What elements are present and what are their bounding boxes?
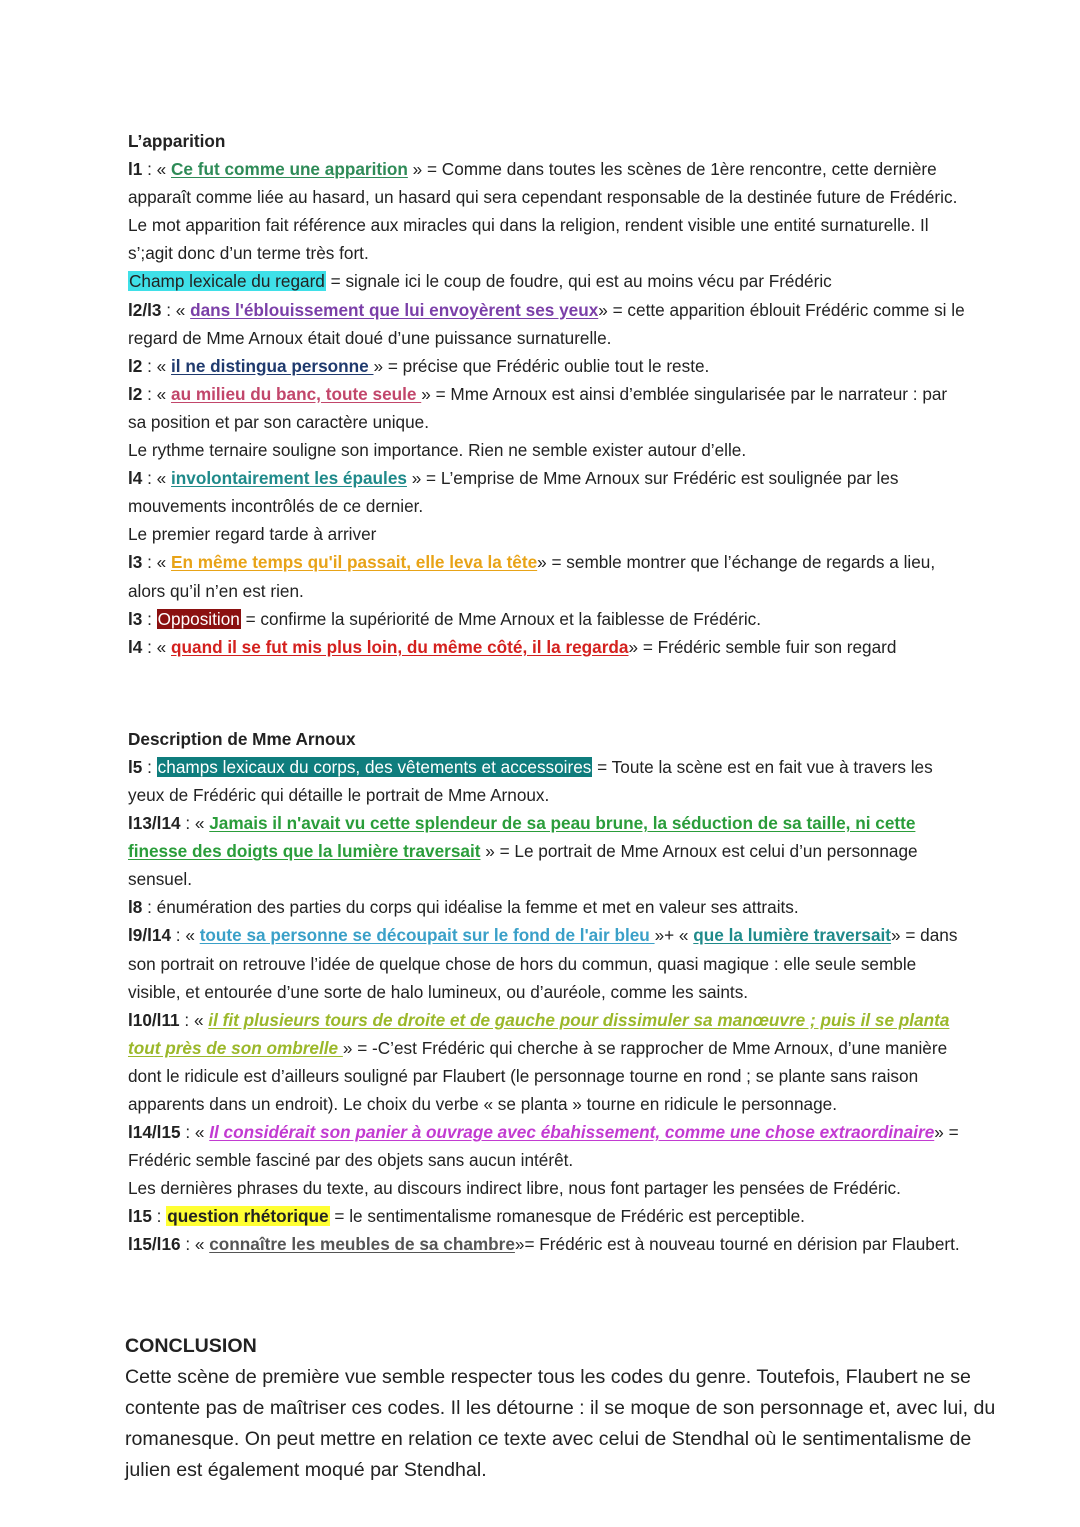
paragraph-l2-l3 — [128, 296, 968, 352]
quote: toute sa personne se découpait sur le fond de l'air bleu — [199, 925, 655, 946]
line-ref: l15/l16 — [128, 1234, 181, 1255]
quote: que la lumière traversait — [693, 925, 892, 946]
quote: connaître les meubles de sa chambre — [209, 1234, 515, 1255]
open-quote: : « — [142, 355, 172, 376]
quote: involontairement les épaules — [171, 468, 407, 489]
quote: Ce fut comme une apparition — [171, 159, 408, 180]
line-ref: l5 — [128, 756, 143, 777]
line-ref: l4 — [128, 636, 143, 657]
open-quote: : « — [180, 813, 210, 834]
highlighted-term: Champ lexicale du regard — [129, 271, 325, 292]
quote: quand il se fut mis plus loin, du même côté, il la regarda — [171, 636, 629, 657]
line-ref: l2 — [128, 383, 143, 404]
line-ref: l4 — [128, 468, 143, 489]
open-quote: : « — [142, 636, 172, 657]
paragraph-l4-a — [128, 464, 968, 520]
quote: dans l'éblouissement que lui envoyèrent ses yeux — [190, 299, 599, 320]
conclusion-text: Cette scène de première vue semble respecter tous les codes du genre. Toutefois, Flaubert ne se contente pas de maîtriser ces codes. Il les détourne : il se moque de son personnage et, avec lui, du romanesque. On peut mettre en relation ce texte avec celui de Stendhal où le sentimentalisme de julien est également moqué par Stendhal. — [125, 1366, 996, 1481]
paragraph-dernieres-phrases: Les dernières phrases du texte, au discours indirect libre, nous font partager les pensées de Frédéric. — [128, 1178, 901, 1199]
comment: » = semble montrer que l’échange de regards a lieu, alors qu’il n’en est rien. — [128, 552, 936, 601]
paragraph-l2-a — [128, 352, 968, 380]
comment: = confirme la supériorité de Mme Arnoux et la faiblesse de Frédéric. — [240, 608, 762, 629]
quote: il fit plusieurs tours de droite et de gauche pour dissimuler sa manœuvre ; puis il se planta tout près de son ombrelle — [128, 1009, 950, 1058]
line-ref: l1 — [128, 159, 143, 180]
comment: » = Le portrait de Mme Arnoux est celui d’un personnage sensuel. — [128, 841, 918, 890]
separator: : — [142, 608, 157, 629]
line-ref: l13/l14 — [128, 813, 181, 834]
quote: En même temps qu'il passait, elle leva la tête — [171, 552, 538, 573]
comment: » = Frédéric semble fasciné par des objets sans aucun intérêt. — [128, 1122, 959, 1171]
comment: = le sentimentalisme romanesque de Frédéric est perceptible. — [329, 1206, 805, 1227]
comment: » = -C’est Frédéric qui cherche à se rapprocher de Mme Arnoux, d’une manière dont le ridicule est d’ailleurs souligné par Flaubert (le personnage tourne en rond ; se plante sans raison apparents dans un endroit). Le choix du verbe « se planta » tourne en ridicule le personnage. — [128, 1037, 948, 1114]
comment: » = Frédéric semble fuir son regard — [628, 636, 897, 657]
conclusion-block — [125, 1331, 1015, 1486]
paragraph-l1 — [128, 155, 968, 267]
line-ref: l9/l14 — [128, 925, 172, 946]
line-ref: l3 — [128, 608, 143, 629]
section-spacer — [128, 661, 968, 725]
comment: : énumération des parties du corps qui idéalise la femme et met en valeur ses attraits. — [142, 897, 799, 918]
open-quote: : « — [180, 1234, 210, 1255]
conclusion-title: CONCLUSION — [125, 1335, 257, 1357]
line-ref: l14/l15 — [128, 1122, 181, 1143]
paragraph-rythme: Le rythme ternaire souligne son importance. Rien ne semble exister autour d’elle. — [128, 440, 747, 461]
quote: il ne distingua personne — [171, 355, 374, 376]
highlighted-term: Opposition — [157, 608, 240, 629]
open-quote: : « — [180, 1122, 210, 1143]
line-ref: l3 — [128, 552, 143, 573]
paragraph-l14-l15 — [128, 1118, 968, 1174]
paragraph-l10-l11 — [128, 1006, 968, 1118]
open-quote: : « — [142, 383, 172, 404]
comment: = signale ici le coup de foudre, qui est au moins vécu par Frédéric — [325, 271, 832, 292]
paragraph-l15-l16 — [128, 1230, 968, 1258]
open-quote: : « — [179, 1009, 209, 1030]
paragraph-l9-l14 — [128, 921, 968, 1005]
highlighted-term: question rhétorique — [167, 1206, 329, 1227]
line-ref: l2/l3 — [128, 299, 162, 320]
paragraph-l4-b — [128, 633, 968, 661]
open-quote: : « — [142, 468, 172, 489]
paragraph-l8 — [128, 893, 968, 921]
paragraph-l13-l14 — [128, 809, 968, 893]
section-title-description: Description de Mme Arnoux — [128, 728, 356, 749]
open-quote: : « — [142, 552, 172, 573]
separator: : — [151, 1206, 167, 1227]
open-quote: : « — [142, 159, 172, 180]
line-ref: l2 — [128, 355, 143, 376]
open-quote: : « — [161, 299, 191, 320]
comment: » = Mme Arnoux est ainsi d’emblée singularisée par le narrateur : par sa position et par son caractère unique. — [128, 383, 948, 432]
open-quote: : « — [171, 925, 200, 946]
quote: Jamais il n'avait vu cette splendeur de sa peau brune, la séduction de sa taille, ni cette finesse des doigts que la lumière traversait — [128, 813, 916, 862]
line-ref: l15 — [128, 1206, 152, 1227]
comment: = Toute la scène est en fait vue à travers les yeux de Frédéric qui détaille le portrait de Mme Arnoux. — [128, 756, 933, 805]
paragraph-l3-b — [128, 605, 968, 633]
paragraph-champ-regard — [128, 267, 968, 295]
paragraph-l2-b — [128, 380, 968, 436]
comment: » = cette apparition éblouit Frédéric comme si le regard de Mme Arnoux était doué d’une puissance surnaturelle. — [128, 299, 965, 348]
quote: au milieu du banc, toute seule — [171, 383, 422, 404]
paragraph-premier-regard: Le premier regard tarde à arriver — [128, 524, 377, 545]
comment: » = L’emprise de Mme Arnoux sur Frédéric est soulignée par les mouvements incontrôlés de ce dernier. — [128, 468, 899, 517]
document-body — [128, 127, 968, 1259]
paragraph-l15 — [128, 1202, 968, 1230]
quote: Il considérait son panier à ouvrage avec ébahissement, comme une chose extraordinaire — [209, 1122, 935, 1143]
highlighted-term: champs lexicaux du corps, des vêtements et accessoires — [157, 756, 592, 777]
separator: : — [142, 756, 157, 777]
comment: » = dans son portrait on retrouve l’idée de quelque chose de hors du commun, quasi magique : elle seule semble visible, et entourée d’une sorte de halo lumineux, ou d’auréole, comme les saints. — [128, 925, 958, 1002]
line-ref: l8 — [128, 897, 143, 918]
joiner: »+ « — [654, 925, 694, 946]
line-ref: l10/l11 — [128, 1009, 180, 1030]
comment: » = Comme dans toutes les scènes de 1ère rencontre, cette dernière apparaît comme liée au hasard, un hasard qui sera cependant responsable de la destinée future de Frédéric. Le mot apparition fait référence aux miracles qui dans la religion, rendent visible une entité surnaturelle. Il s’;agit donc d’un terme très fort. — [128, 159, 958, 264]
comment: »= Frédéric est à nouveau tourné en dérision par Flaubert. — [514, 1234, 960, 1255]
paragraph-l5 — [128, 753, 968, 809]
comment: » = précise que Frédéric oublie tout le reste. — [373, 355, 710, 376]
section-title-apparition: L’apparition — [128, 131, 226, 151]
paragraph-l3-a — [128, 548, 968, 604]
